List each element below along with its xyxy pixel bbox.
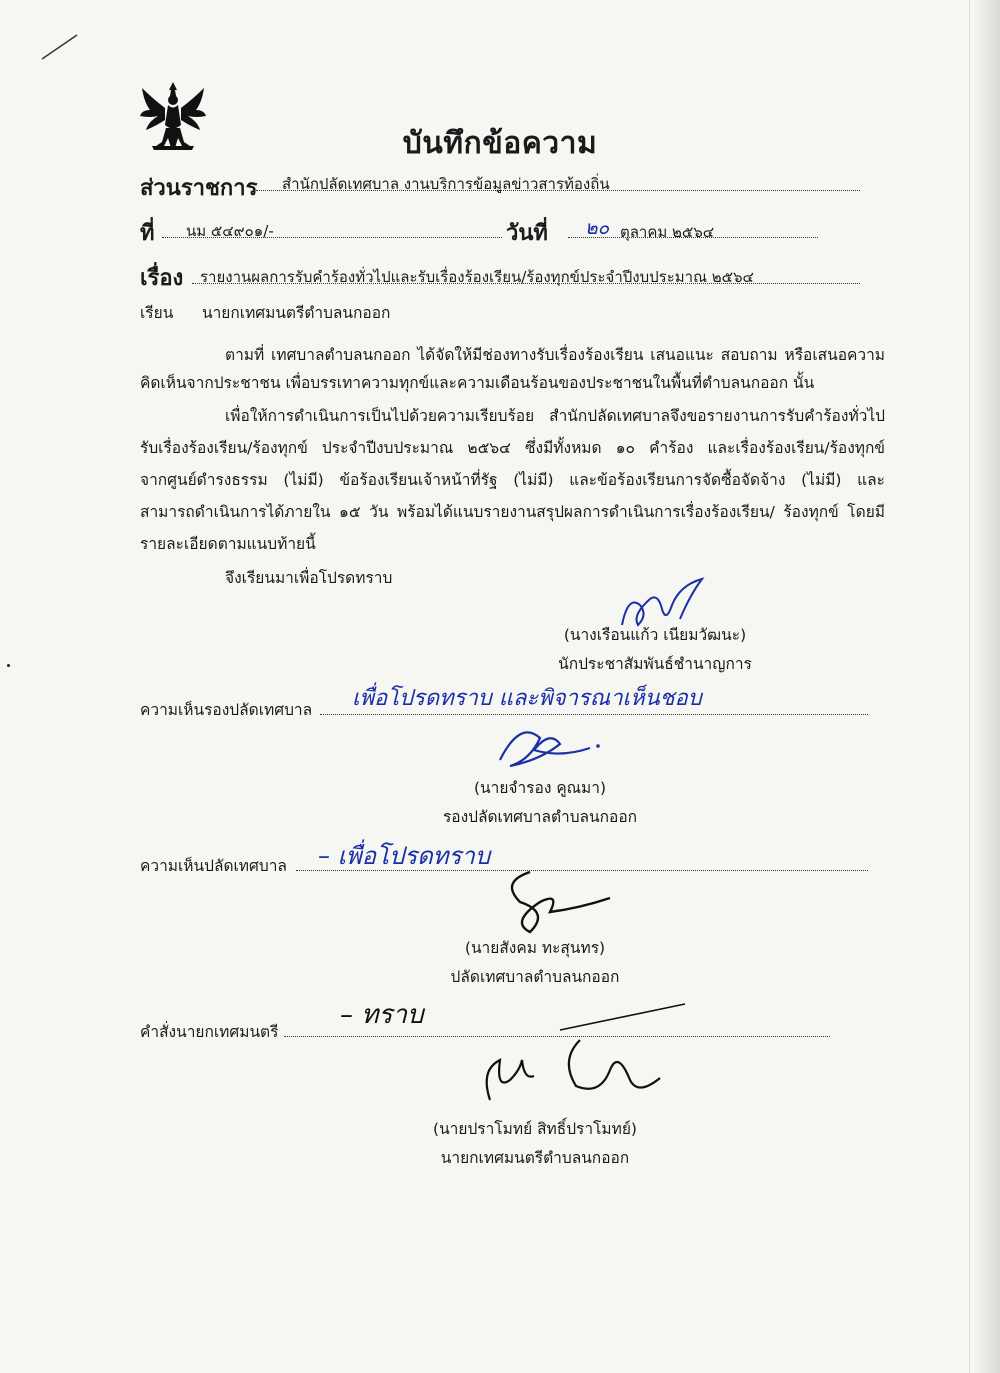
opinion-deputy-handwritten: เพื่อโปรดทราบ และพิจารณาเห็นชอบ bbox=[352, 686, 702, 711]
number-value: นม ๕๔๙๐๑/- bbox=[186, 222, 274, 240]
paragraph1-line2: คิดเห็นจากประชาชน เพื่อบรรเทาความทุกข์และความเดือนร้อนของประชาชนในพื้นที่ตำบลนกออก นั้น bbox=[140, 374, 815, 392]
subject-value: รายงานผลการรับคำร้องทั่วไปและรับเรื่องร้องเรียน/ร้องทุกข์ประจำปีงบประมาณ ๒๕๖๔ bbox=[200, 268, 754, 286]
mayor-order-handwritten: – ทราบ bbox=[340, 1000, 424, 1030]
subject-label: เรื่อง bbox=[140, 266, 184, 291]
page-edge-shadow bbox=[974, 0, 1000, 1373]
paragraph2-line1: เพื่อให้การดำเนินการเป็นไปด้วยความเรียบร้อย สำนักปลัดเทศบาลจึงขอรายงานการรับคำร้องทั่วไป bbox=[225, 407, 885, 425]
opinion-clerk-position: ปลัดเทศบาลตำบลนกออก bbox=[450, 968, 620, 986]
date-day-handwritten: ๒๐ bbox=[585, 217, 610, 239]
department-label: ส่วนราชการ bbox=[140, 176, 258, 201]
opinion-deputy-position: รองปลัดเทศบาลตำบลนกออก bbox=[442, 808, 638, 826]
paragraph2-line5: รายละเอียดตามแนบท้ายนี้ bbox=[140, 535, 316, 553]
signature-deputy bbox=[490, 720, 610, 780]
mayor-order-name: (นายปราโมทย์ สิทธิ์ปราโมทย์) bbox=[433, 1120, 637, 1138]
paragraph2-line2: รับเรื่องร้องเรียน/ร้องทุกข์ ประจำปีงบประมาณ ๒๕๖๔ ซึ่งมีทั้งหมด ๑๐ คำร้อง และเรื่องร้องเรียน/ร้องทุกข์ bbox=[140, 439, 885, 457]
signer1-position: นักประชาสัมพันธ์ชำนาญการ bbox=[558, 655, 752, 673]
paragraph2-line3: จากศูนย์ดำรงธรรม (ไม่มี) ข้อร้องเรียนเจ้าหน้าที่รัฐ (ไม่มี) และข้อร้องเรียนการจัดซื้อจัดจ้าง (ไม่มี) และ bbox=[140, 471, 885, 489]
signature-clerk bbox=[490, 862, 620, 942]
date-month-year: ตุลาคม ๒๕๖๔ bbox=[620, 223, 715, 241]
mayor-order-label: คำสั่งนายกเทศมนตรี bbox=[140, 1023, 279, 1041]
to-value: นายกเทศมนตรีตำบลนกออก bbox=[202, 304, 391, 322]
scan-speck bbox=[7, 664, 10, 667]
opinion-deputy-label: ความเห็นรองปลัดเทศบาล bbox=[140, 701, 313, 719]
mayor-order-position: นายกเทศมนตรีตำบลนกออก bbox=[440, 1149, 630, 1167]
page-title: บันทึกข้อความ bbox=[402, 126, 598, 161]
signer1-name: (นางเรือนแก้ว เนียมวัฒนะ) bbox=[563, 626, 747, 644]
opinion-clerk-label: ความเห็นปลัดเทศบาล bbox=[140, 857, 287, 875]
date-label: วันที่ bbox=[506, 221, 548, 246]
pen-mark-icon bbox=[40, 32, 80, 62]
paragraph1-line1: ตามที่ เทศบาลตำบลนกออก ได้จัดให้มีช่องทางรับเรื่องร้องเรียน เสนอแนะ สอบถาม หรือเสนอความ bbox=[225, 346, 885, 364]
opinion-clerk-handwritten: – เพื่อโปรดทราบ bbox=[318, 842, 491, 870]
opinion-deputy-name: (นายจำรอง คูณมา) bbox=[473, 779, 607, 797]
page-edge-line bbox=[969, 0, 970, 1373]
department-value: สำนักปลัดเทศบาล งานบริการข้อมูลข่าวสารท้องถิ่น bbox=[282, 175, 610, 193]
to-label: เรียน bbox=[140, 304, 174, 322]
signature-mayor bbox=[460, 1000, 690, 1110]
opinion-clerk-name: (นายสังคม ทะสุนทร) bbox=[464, 939, 606, 957]
paragraph2-line4: สามารถดำเนินการได้ภายใน ๑๕ วัน พร้อมได้แนบรายงานสรุปผลการดำเนินการเรื่องร้องเรียน/ ร้องทุกข์ โดยมี bbox=[140, 503, 885, 521]
number-label: ที่ bbox=[140, 221, 155, 246]
closing-text: จึงเรียนมาเพื่อโปรดทราบ bbox=[225, 569, 393, 587]
